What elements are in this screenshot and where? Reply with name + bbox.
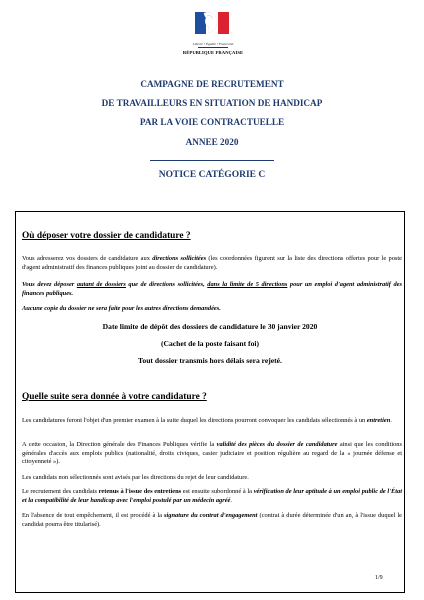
republique-francaise-logo [182, 6, 244, 68]
marianne-icon [195, 8, 229, 38]
section-deposit-title: Où déposer votre dossier de candidature ? [22, 231, 191, 241]
section-deposit-paragraph-3: Aucune copie du dossier ne sera faite pour les autres directions demandées. [22, 305, 221, 312]
section-followup-paragraph-1: Les candidatures feront l'objet d'un premier examen à la suite duquel les directions pourront convoquer les candidats sélectionnés à un entretien. [22, 417, 392, 424]
header-line-3: PAR LA VOIE CONTRACTUELLE [139, 117, 285, 127]
section-followup-paragraph-4: Le recrutement des candidats retenus à l'issue des entretiens est ensuite subordonné à la vérification de leur aptitude à un emploi public de l'État et la compatibilité de leur handicap avec l'emploi postulé par un médecin agréé. [22, 488, 402, 504]
section-deposit-paragraph-2: Vous devez déposer autant de dossiers que de directions sollicitées, dans la limite de 5 directions pour un emploi d'agent administratif des finances publiques. [22, 281, 402, 297]
section-followup-paragraph-3: Les candidats non sélectionnés sont avisés par les directions du rejet de leur candidature. [22, 474, 249, 481]
section-deposit-paragraph-1: Vous adresserez vos dossiers de candidature aux directions sollicitées (les coordonnées figurent sur la liste des directions offertes pour le poste d'agent administratif des finances publiques joint au dossier de candidature). [22, 255, 403, 271]
section-followup-paragraph-2: A cette occasion, la Direction générale des Finances Publiques vérifie la validité des pièces du dossier de candidature ainsi que les conditions générales d'accès aux emplois publics (nationalité, droits civiques, casier judiciaire et position régulière au regard de la « journée défense et citoyenneté »). [22, 441, 402, 466]
section-followup-paragraph-5: En l'absence de tout empêchement, il est procédé à la signature du contrat d'engagement (contrat à durée déterminée d'un an, à l'issue duquel le candidat pourra être titularisé). [22, 512, 403, 528]
motto: Liberté • Égalité • Fraternité [192, 42, 234, 46]
republique-francaise-label: RÉPUBLIQUE FRANÇAISE [182, 50, 244, 55]
page-number: 1/9 [375, 575, 383, 581]
notice-category-title: NOTICE CATÉGORIE C [158, 170, 266, 180]
postmark-note: (Cachet de la poste faisant foi) [160, 339, 260, 348]
section-followup-title: Quelle suite sera donnée à votre candidature ? [22, 392, 207, 402]
deadline-date: Date limite de dépôt des dossiers de candidature le 30 janvier 2020 [102, 322, 318, 331]
header-year: ANNEE 2020 [185, 137, 239, 147]
late-rejection-note: Tout dossier transmis hors délais sera rejeté. [138, 356, 282, 365]
notice-box [15, 211, 405, 593]
logo-divider [198, 47, 228, 48]
header-line-1: CAMPAGNE DE RECRUTEMENT [140, 79, 284, 89]
header-divider [150, 160, 274, 161]
header-line-2: DE TRAVAILLEURS EN SITUATION DE HANDICAP [101, 98, 323, 108]
